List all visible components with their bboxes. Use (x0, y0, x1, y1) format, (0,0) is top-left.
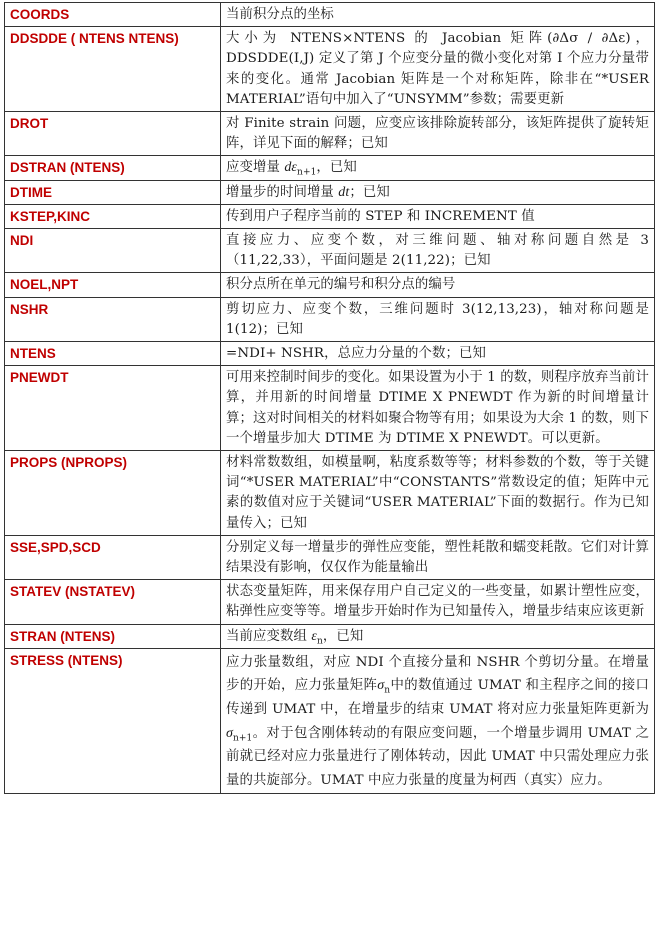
variable-description: =NDI+ NSHR，总应力分量的个数；已知 (221, 342, 655, 366)
variable-description (221, 648, 655, 794)
variable-description: 大小为 NTENS×NTENS 的 Jacobian 矩阵(∂Δσ / ∂Δε)，DDSDDE(I,J) 定义了第 J 个应变分量的微小变化对第 I 个应力分量带来的变化。通常 Jacobian 矩阵是一个对称矩阵，除非在“*USER MATERIAL”语句中加入了“UNSYMM”参数；需要更新 (221, 27, 655, 112)
table-row (5, 297, 655, 341)
variable-name: NOEL,NPT (5, 273, 221, 297)
math-symbol: σ (377, 678, 385, 694)
table-row (5, 180, 655, 204)
table-row (5, 3, 655, 27)
variable-name: COORDS (5, 3, 221, 27)
variable-description: 传到用户子程序当前的 STEP 和 INCREMENT 值 (221, 204, 655, 228)
variable-description (221, 624, 655, 648)
table-row (5, 580, 655, 624)
table-row (5, 342, 655, 366)
table-row (5, 27, 655, 112)
variable-name: NSHR (5, 297, 221, 341)
variable-name: NTENS (5, 342, 221, 366)
variable-description: 剪切应力、应变个数，三维问题时 3(12,13,23)，轴对称问题是 1(12)；已知 (221, 297, 655, 341)
description-text: 。对于包含刚体转动的有限应变问题，一个增量步调用 UMAT 之前就已经对应力张量进行了刚体转动，因此 UMAT 中只需处理应力张量的共旋部分。UMAT 中应力张量的度量为柯西（真实）应力。 (226, 725, 649, 788)
description-text: 应变增量 (226, 160, 280, 176)
variable-name: STRESS (NTENS) (5, 648, 221, 794)
math-symbol: ε (311, 628, 317, 644)
table-row (5, 648, 655, 794)
description-text: 应力张量数组，对应 NDI 个直接分量和 NSHR 个剪切分量。在增量步的开始，应力张量矩阵 (226, 654, 649, 694)
table-row (5, 366, 655, 451)
math-symbol: dt (338, 184, 350, 200)
variable-description (221, 156, 655, 180)
variable-description: 状态变量矩阵，用来保存用户自己定义的一些变量，如累计塑性应变，粘弹性应变等等。增量步开始时作为已知量传入，增量步结束应该更新 (221, 580, 655, 624)
description-text: ；已知 (349, 184, 390, 200)
variable-name: DDSDDE ( NTENS NTENS) (5, 27, 221, 112)
variable-description: 材料常数数组，如模量啊，粘度系数等等；材料参数的个数，等于关键词“*USER MATERIAL”中“CONSTANTS”常数设定的值；矩阵中元素的数值对应于关键词“USER MATERIAL”下面的数据行。作为已知量传入；已知 (221, 451, 655, 536)
table-row (5, 273, 655, 297)
table-row (5, 624, 655, 648)
variable-description: 当前积分点的坐标 (221, 3, 655, 27)
variable-description: 积分点所在单元的编号和积分点的编号 (221, 273, 655, 297)
math-subscript: n+1 (233, 733, 253, 744)
table-row (5, 451, 655, 536)
table-row (5, 229, 655, 273)
table-row (5, 112, 655, 156)
umat-variable-table (4, 2, 655, 794)
variable-description: 可用来控制时间步的变化。如果设置为小于 1 的数，则程序放弃当前计算，并用新的时间增量 DTIME X PNEWDT 作为新的时间增量计算；这对时间相关的材料如聚合物等有用；如果设为大余 1 的数，则下一个增量步加大 DTIME 为 DTIME X PNEWDT。可以更新。 (221, 366, 655, 451)
variable-description: 对 Finite strain 问题，应变应该排除旋转部分，该矩阵提供了旋转矩阵，详见下面的解释；已知 (221, 112, 655, 156)
math-symbol: σ (226, 725, 234, 741)
variable-name: DSTRAN (NTENS) (5, 156, 221, 180)
variable-name: KSTEP,KINC (5, 204, 221, 228)
math-subscript: n (384, 686, 391, 697)
variable-name: SSE,SPD,SCD (5, 535, 221, 579)
table-row (5, 204, 655, 228)
description-text: ，已知 (322, 628, 364, 644)
description-text: ，已知 (316, 160, 357, 176)
description-text: 增量步的时间增量 (226, 184, 334, 200)
variable-description: 直接应力、应变个数，对三维问题、轴对称问题自然是 3（11,22,33），平面问题是 2(11,22)；已知 (221, 229, 655, 273)
variable-name: PNEWDT (5, 366, 221, 451)
variable-name: STATEV (NSTATEV) (5, 580, 221, 624)
table-row (5, 156, 655, 180)
variable-name: PROPS (NPROPS) (5, 451, 221, 536)
variable-name: DTIME (5, 180, 221, 204)
table-row (5, 535, 655, 579)
math-subscript: n+1 (297, 168, 317, 179)
variable-name: STRAN (NTENS) (5, 624, 221, 648)
description-text: 中的数值通过 UMAT 和主程序之间的接口传递到 UMAT 中，在增量步的结束 UMAT 将对应力张量矩阵更新为 (226, 678, 649, 718)
variable-name: DROT (5, 112, 221, 156)
variable-description (221, 180, 655, 204)
variable-description: 分别定义每一增量步的弹性应变能，塑性耗散和蠕变耗散。它们对计算结果没有影响，仅仅作为能量输出 (221, 535, 655, 579)
description-text: 当前应变数组 (226, 628, 307, 644)
variable-name: NDI (5, 229, 221, 273)
math-symbol: dε (284, 160, 298, 176)
math-subscript: n (316, 636, 323, 647)
